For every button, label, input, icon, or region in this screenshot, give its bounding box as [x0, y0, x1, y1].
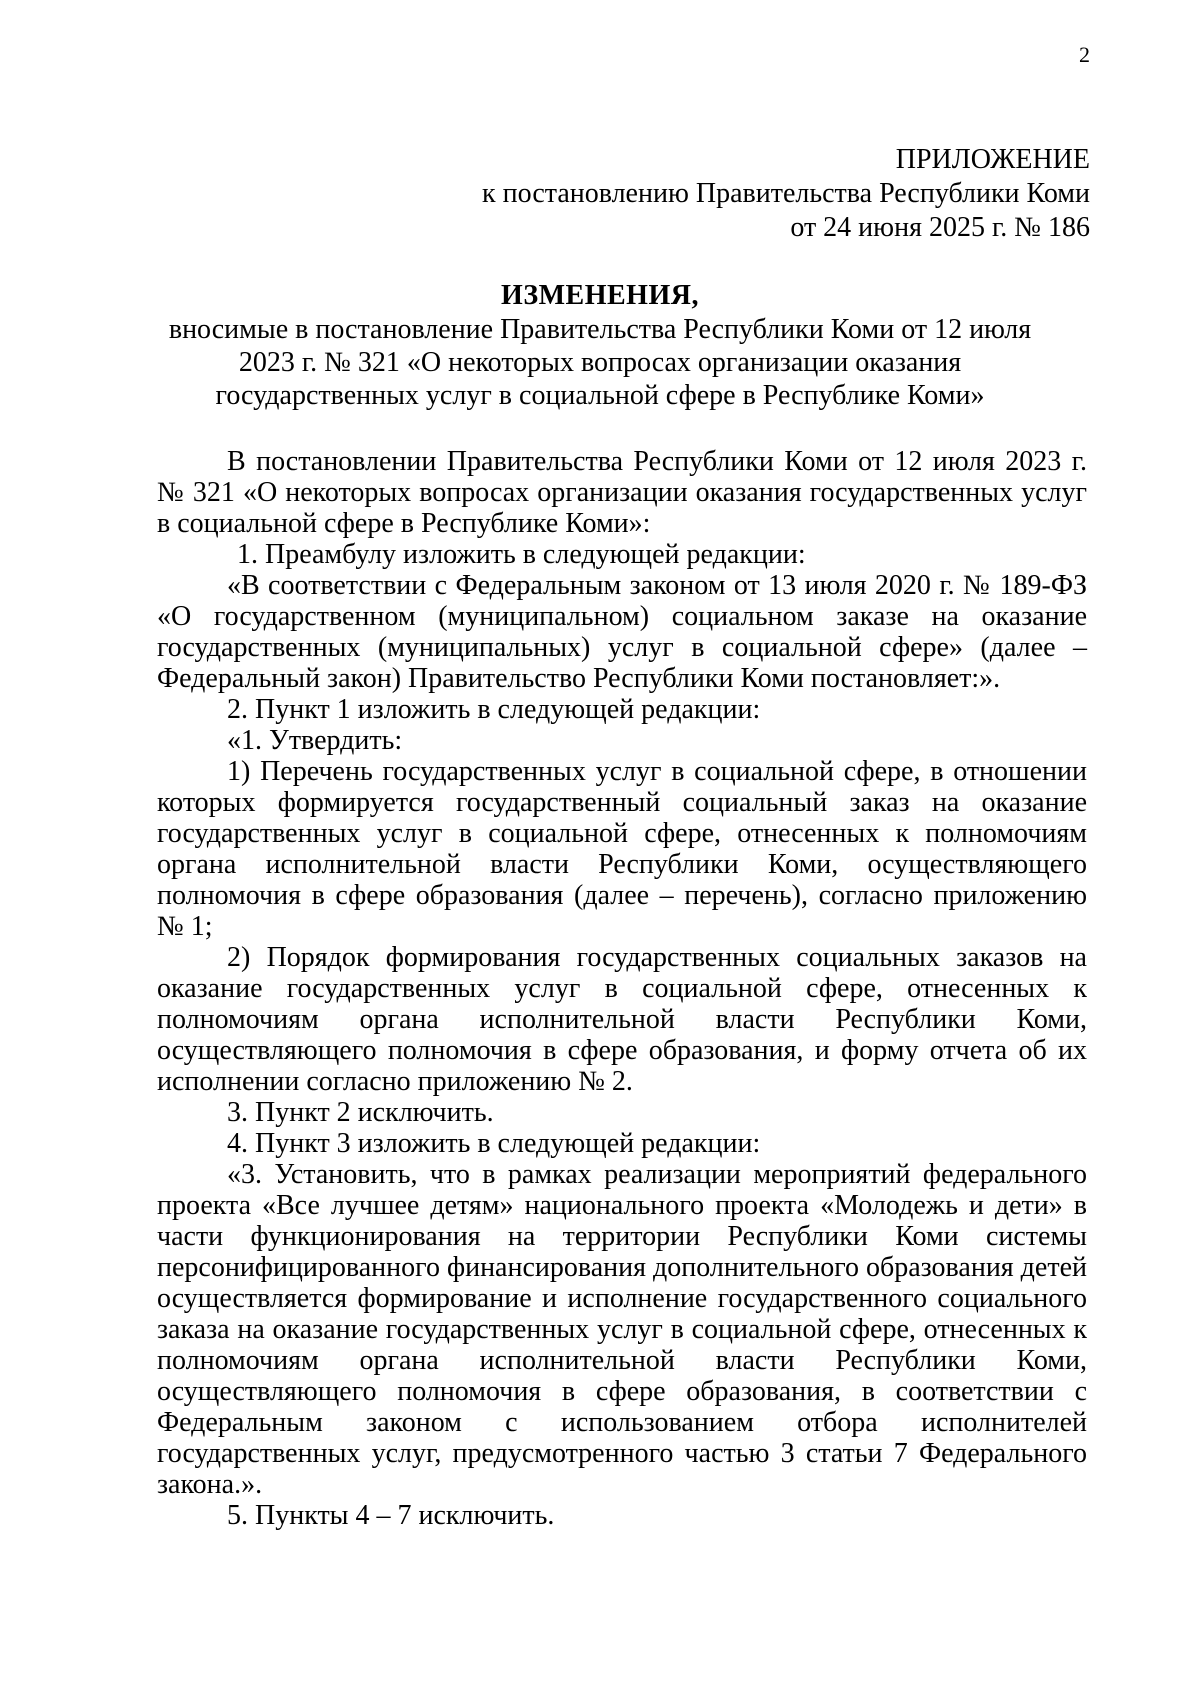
heading-subtitle-line: государственных услуг в социальной сфере в Республике Коми»	[215, 380, 985, 411]
body-paragraph-item-4: 4. Пункт 3 изложить в следующей редакции:	[227, 1128, 761, 1159]
heading-subtitle	[150, 313, 1050, 412]
body-paragraph-item-3: 3. Пункт 2 исключить.	[227, 1097, 494, 1128]
appendix-date-number: от 24 июня 2025 г. № 186	[790, 212, 1090, 243]
page-number: 2	[1079, 42, 1090, 67]
appendix-reference: к постановлению Правительства Республики Коми	[482, 178, 1090, 209]
body-paragraph-point-3: «3. Установить, что в рамках реализации мероприятий федерального проекта «Все лучшее детям» национального проекта «Молодежь и дети» в части функционирования на территории Республики Коми системы персонифицированного финансирования дополнительного образования детей осуществляется формирование и исполнение государственного социального заказа на оказание государственных услуг в социальной сфере, отнесенных к полномочиям органа исполнительной власти Республики Коми, осуществляющего полномочия в сфере образования, в соответствии с Федеральным законом с использованием отбора исполнителей государственных услуг, предусмотренного частью 3 статьи 7 Федерального закона.».	[157, 1159, 1088, 1500]
body-paragraph-list-2: 2) Порядок формирования государственных социальных заказов на оказание государственных услуг в социальной сфере, отнесенных к полномочиям органа исполнительной власти Республики Коми, осуществляющего полномочия в сфере образования, и форму отчета об их исполнении согласно приложению № 2.	[157, 942, 1087, 1097]
appendix-title: ПРИЛОЖЕНИЕ	[895, 144, 1090, 175]
document-heading	[150, 279, 1050, 412]
body-paragraph-intro: В постановлении Правительства Республики Коми от 12 июля 2023 г. № 321 «О некоторых вопросах организации оказания государственных услуг в социальной сфере в Республике Коми»:	[157, 446, 1087, 539]
body-paragraph-preamble: «В соответствии с Федеральным законом от 13 июля 2020 г. № 189-ФЗ «О государственном (муниципальном) социальном заказе на оказание государственных (муниципальных) услуг в социальной сфере» (далее – Федеральный закон) Правительство Республики Коми постановляет:».	[157, 570, 1087, 694]
body-paragraph-list-1: 1) Перечень государственных услуг в социальной сфере, в отношении которых формируется государственный социальный заказ на оказание государственных услуг в социальной сфере, отнесенных к полномочиям органа исполнительной власти Республики Коми, осуществляющего полномочия в сфере образования (далее – перечень), согласно приложению № 1;	[157, 756, 1087, 942]
body-paragraph-item-5: 5. Пункты 4 – 7 исключить.	[227, 1500, 555, 1531]
appendix-header	[390, 143, 1090, 245]
body-paragraph-item-2: 2. Пункт 1 изложить в следующей редакции:	[227, 694, 761, 725]
heading-subtitle-line: 2023 г. № 321 «О некоторых вопросах организации оказания	[238, 347, 962, 378]
document-body	[157, 446, 1087, 1531]
heading-subtitle-line: вносимые в постановление Правительства Республики Коми от 12 июля	[168, 314, 1032, 345]
body-paragraph-item-1: 1. Преамбулу изложить в следующей редакции:	[237, 539, 806, 570]
heading-title: ИЗМЕНЕНИЯ,	[501, 280, 699, 311]
body-paragraph-approve: «1. Утвердить:	[227, 725, 403, 756]
